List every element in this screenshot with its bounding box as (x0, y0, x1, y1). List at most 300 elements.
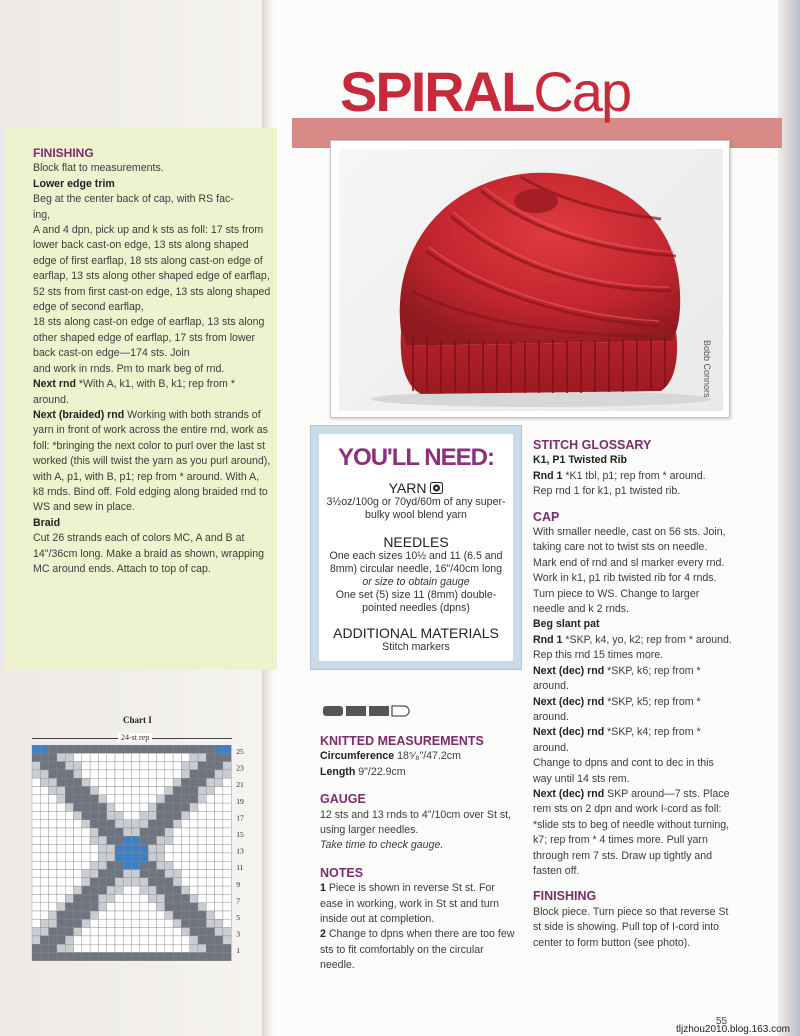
chart-cell (198, 944, 206, 952)
chart-cell (107, 853, 115, 861)
chart-cell (40, 878, 48, 886)
chart-cell (90, 745, 98, 753)
chart-cell (98, 753, 106, 761)
chart-cell (90, 787, 98, 795)
note-2 (320, 927, 520, 973)
chart-cell (198, 811, 206, 819)
chart-cell (157, 903, 165, 911)
chart-cell (32, 795, 40, 803)
braided-rnd-label: Next (braided) rnd (33, 408, 125, 421)
chart-cell (132, 828, 140, 836)
chart-cell (98, 820, 106, 828)
chart-cell (198, 778, 206, 786)
needles-text2: or size to obtain gauge (362, 576, 470, 588)
chart-cell (98, 928, 106, 936)
chart-cell (90, 853, 98, 861)
chart-cell (40, 953, 48, 961)
chart-cell (132, 762, 140, 770)
chart-cell (65, 820, 73, 828)
glossary-rnd1-label: Rnd 1 (533, 469, 563, 482)
chart-cell (98, 919, 106, 927)
chart-cell (40, 894, 48, 902)
note-1-text: Piece is shown in reverse St st. For ease in working, work in St st and turn inside out at completion. (320, 882, 500, 926)
chart-cell (57, 845, 65, 853)
chart-cell (165, 828, 173, 836)
chart-cell (49, 770, 57, 778)
chart-cell (65, 811, 73, 819)
chart-cell (82, 770, 90, 778)
chart-cell (206, 836, 214, 844)
chart-cell (115, 861, 123, 869)
dec-rnd-4 (533, 787, 733, 879)
chart-cell (173, 811, 181, 819)
chart-cell (190, 936, 198, 944)
chart-cell (140, 919, 148, 927)
chart-cell (165, 811, 173, 819)
chart-cell (82, 944, 90, 952)
chart-cell (107, 919, 115, 927)
chart-cell (223, 845, 231, 853)
skill-level-icon (322, 704, 414, 718)
chart-cell (82, 795, 90, 803)
chart-cell (148, 828, 156, 836)
chart-1 (28, 715, 268, 985)
chart-cell (98, 803, 106, 811)
finishing-sidebar (5, 128, 277, 670)
chart-cell (132, 903, 140, 911)
chart-cell (215, 919, 223, 927)
chart-row-label: 11 (236, 863, 244, 873)
chart-cell (90, 811, 98, 819)
chart-cell (181, 745, 189, 753)
chart-cell (57, 953, 65, 961)
chart-cell (115, 803, 123, 811)
chart-cell (132, 861, 140, 869)
chart-cell (173, 770, 181, 778)
chart-cell (123, 878, 131, 886)
chart-cell (49, 795, 57, 803)
chart-cell (148, 770, 156, 778)
dec-rnd-3-label: Next (dec) rnd (533, 726, 605, 739)
chart-cell (223, 886, 231, 894)
chart-cell (74, 903, 82, 911)
chart-cell (40, 787, 48, 795)
chart-cell (132, 953, 140, 961)
cap-photo (330, 140, 730, 418)
chart-cell (198, 953, 206, 961)
chart-cell (57, 820, 65, 828)
chart-cell (74, 795, 82, 803)
chart-cell (90, 944, 98, 952)
chart-cell (57, 894, 65, 902)
chart-cell (32, 820, 40, 828)
chart-cell (107, 928, 115, 936)
braid-heading: Braid (33, 516, 61, 529)
chart-cell (173, 861, 181, 869)
chart-cell (98, 828, 106, 836)
chart-cell (57, 778, 65, 786)
chart-cell (65, 903, 73, 911)
chart-cell (107, 803, 115, 811)
notes-heading: NOTES (320, 865, 364, 880)
chart-cell (206, 944, 214, 952)
chart-cell (148, 820, 156, 828)
chart-cell (181, 836, 189, 844)
chart-cell (123, 828, 131, 836)
chart-cell (198, 911, 206, 919)
chart-cell (98, 770, 106, 778)
chart-cell (57, 936, 65, 944)
chart-cell (157, 745, 165, 753)
chart-cell (123, 886, 131, 894)
chart-cell (107, 878, 115, 886)
chart-cell (57, 853, 65, 861)
chart-cell (98, 836, 106, 844)
chart-grid (28, 745, 268, 990)
additional-heading: ADDITIONAL MATERIALS (333, 625, 499, 641)
chart-cell (140, 820, 148, 828)
chart-cell (49, 936, 57, 944)
chart-cell (215, 811, 223, 819)
chart-cell (157, 894, 165, 902)
chart-cell (198, 903, 206, 911)
chart-cell (132, 928, 140, 936)
chart-cell (140, 944, 148, 952)
chart-cell (181, 919, 189, 927)
chart-row-label: 9 (236, 879, 240, 889)
chart-cell (107, 820, 115, 828)
note-2-number: 2 (320, 928, 326, 941)
chart-cell (107, 886, 115, 894)
chart-cell (190, 753, 198, 761)
chart-cell (65, 778, 73, 786)
chart-cell (206, 762, 214, 770)
chart-cell (107, 936, 115, 944)
gauge-text: 12 sts and 13 rnds to 4"/10cm over St st, using larger needles. (320, 808, 512, 837)
chart-cell (181, 870, 189, 878)
chart-cell (40, 928, 48, 936)
chart-cell (65, 894, 73, 902)
chart-cell (65, 828, 73, 836)
chart-cell (90, 820, 98, 828)
gauge-note: Take time to check gauge. (320, 839, 444, 852)
page-edge (778, 0, 800, 1036)
chart-cell (115, 753, 123, 761)
chart-cell (206, 811, 214, 819)
chart-cell (107, 811, 115, 819)
chart-cell (115, 903, 123, 911)
chart-cell (82, 745, 90, 753)
lower-edge-line1: Beg at the center back of cap, with RS fac- (33, 193, 234, 206)
chart-cell (157, 762, 165, 770)
chart-cell (49, 919, 57, 927)
chart-cell (181, 894, 189, 902)
chart-cell (123, 870, 131, 878)
chart-cell (173, 911, 181, 919)
chart-cell (57, 745, 65, 753)
chart-cell (165, 770, 173, 778)
chart-cell (115, 911, 123, 919)
length-line (320, 765, 520, 780)
chart-cell (40, 745, 48, 753)
chart-cell (181, 762, 189, 770)
chart-cell (190, 836, 198, 844)
chart-cell (215, 803, 223, 811)
chart-cell (223, 762, 231, 770)
chart-cell (181, 753, 189, 761)
chart-cell (115, 836, 123, 844)
chart-cell (74, 770, 82, 778)
chart-cell (157, 828, 165, 836)
chart-cell (215, 928, 223, 936)
chart-cell (173, 853, 181, 861)
chart-cell (140, 870, 148, 878)
yarn-heading-text: YARN (388, 480, 427, 496)
chart-cell (140, 953, 148, 961)
chart-cell (148, 787, 156, 795)
chart-cell (82, 878, 90, 886)
chart-cell (82, 861, 90, 869)
chart-cell (206, 795, 214, 803)
chart-cell (132, 787, 140, 795)
chart-cell (132, 878, 140, 886)
slant-rnd1-label: Rnd 1 (533, 633, 563, 646)
chart-cell (123, 762, 131, 770)
yarn-heading (319, 480, 513, 496)
chart-cell (206, 928, 214, 936)
title-word-spiral: SPIRAL (340, 60, 534, 123)
dec-rnd-2 (533, 695, 733, 726)
chart-cell (198, 878, 206, 886)
chart-cell (107, 903, 115, 911)
chart-cell (107, 828, 115, 836)
chart-cell (123, 928, 131, 936)
chart-cell (148, 953, 156, 961)
chart-cell (90, 803, 98, 811)
chart-cell (132, 870, 140, 878)
chart-cell (32, 878, 40, 886)
chart-cell (165, 870, 173, 878)
chart-cell (215, 870, 223, 878)
chart-cell (157, 928, 165, 936)
chart-cell (65, 953, 73, 961)
rep-label: 24-st rep (118, 733, 152, 742)
chart-cell (107, 770, 115, 778)
chart-cell (165, 911, 173, 919)
chart-cell (181, 944, 189, 952)
chart-cell (40, 919, 48, 927)
chart-cell (115, 787, 123, 795)
need-title: YOU'LL NEED: (338, 444, 494, 471)
chart-cell (132, 795, 140, 803)
chart-cell (90, 778, 98, 786)
chart-cell (223, 903, 231, 911)
chart-cell (215, 911, 223, 919)
chart-cell (82, 953, 90, 961)
chart-cell (165, 953, 173, 961)
chart-cell (65, 803, 73, 811)
chart-cell (198, 845, 206, 853)
chart-cell (206, 853, 214, 861)
chart-cell (40, 845, 48, 853)
chart-cell (90, 845, 98, 853)
chart-cell (148, 894, 156, 902)
chart-cell (173, 894, 181, 902)
chart-cell (74, 919, 82, 927)
braid-text: Cut 26 strands each of colors MC, A and B at 14"/36cm long. Make a braid as shown, wrapping MC around ends. Attach to top of cap. (33, 532, 265, 575)
chart-cell (32, 836, 40, 844)
chart-cell (190, 919, 198, 927)
chart-cell (148, 936, 156, 944)
chart-cell (82, 919, 90, 927)
chart-cell (140, 745, 148, 753)
chart-cell (65, 944, 73, 952)
chart-row-label: 23 (236, 763, 244, 773)
photo-credit: Bobb Connors (702, 340, 712, 398)
length-label: Length (320, 765, 356, 778)
chart-cell (57, 861, 65, 869)
chart-cell (223, 811, 231, 819)
chart-cell (65, 845, 73, 853)
chart-cell (32, 886, 40, 894)
note-1 (320, 881, 520, 927)
circumference-label: Circumference (320, 750, 395, 763)
chart-cell (82, 828, 90, 836)
lower-edge-line2: ing, (33, 208, 51, 221)
chart-cell (98, 944, 106, 952)
chart-cell (140, 936, 148, 944)
chart-cell (140, 803, 148, 811)
chart-cell (190, 811, 198, 819)
chart-cell (40, 861, 48, 869)
chart-cell (107, 795, 115, 803)
cap-text: With smaller needle, cast on 56 sts. Join, taking care not to twist sts on needle. Mark end of rnd and sl marker every rnd. Work in k1, p1 rib twisted rib for 4 rnds. Turn piece to WS. Change to larger needle and k 2 rnds. (533, 526, 726, 616)
chart-cell (165, 820, 173, 828)
circumference-value: 18⁵⁄₈"/47.2cm (394, 750, 461, 763)
chart-cell (132, 753, 140, 761)
chart-cell (148, 886, 156, 894)
chart-cell (82, 787, 90, 795)
glossary-rnd1-text: *K1 tbl, p1; rep from * around. (562, 469, 706, 482)
chart-cell (223, 787, 231, 795)
chart-cell (181, 795, 189, 803)
braided-rnd-text: Working with both strands of yarn in front of work across the entire rnd, work as foll: *bringing the next color to purl over the last st worked (this will twist the yarn as you purl around), with A, p1, with B, p1; rep from * around. With A, k8 rnds. Bind off. Fold edging along braided rnd to WS and sew in place. (33, 408, 271, 514)
chart-cell (65, 787, 73, 795)
chart-cell (107, 911, 115, 919)
chart-cell (165, 944, 173, 952)
chart-cell (215, 753, 223, 761)
chart-cell (40, 836, 48, 844)
chart-cell (157, 787, 165, 795)
chart-cell (74, 870, 82, 878)
chart-cell (190, 953, 198, 961)
chart-cell (157, 911, 165, 919)
chart-cell (32, 787, 40, 795)
chart-cell (115, 894, 123, 902)
chart-cell (115, 845, 123, 853)
chart-cell (206, 820, 214, 828)
lower-edge-heading: Lower edge trim (33, 177, 115, 190)
chart-cell (57, 944, 65, 952)
chart-cell (140, 886, 148, 894)
chart-cell (49, 853, 57, 861)
chart-cell (223, 953, 231, 961)
chart-cell (49, 953, 57, 961)
chart-cell (74, 828, 82, 836)
chart-cell (98, 953, 106, 961)
chart-cell (198, 745, 206, 753)
chart-cell (115, 828, 123, 836)
chart-cell (206, 770, 214, 778)
chart-cell (181, 845, 189, 853)
chart-cell (215, 953, 223, 961)
chart-cell (223, 770, 231, 778)
chart-cell (98, 762, 106, 770)
chart-cell (198, 853, 206, 861)
chart-cell (123, 936, 131, 944)
chart-cell (206, 828, 214, 836)
chart-cell (49, 745, 57, 753)
chart-cell (165, 936, 173, 944)
chart-cell (82, 853, 90, 861)
chart-cell (98, 745, 106, 753)
chart-cell (223, 944, 231, 952)
chart-cell (181, 787, 189, 795)
chart-cell (90, 894, 98, 902)
chart-cell (165, 928, 173, 936)
chart-cell (173, 787, 181, 795)
chart-cell (140, 778, 148, 786)
glossary-heading: STITCH GLOSSARY (533, 438, 652, 452)
chart-cell (132, 770, 140, 778)
chart-title: Chart I (123, 715, 152, 725)
chart-cell (74, 911, 82, 919)
chart-cell (57, 903, 65, 911)
chart-cell (132, 894, 140, 902)
chart-cell (57, 911, 65, 919)
chart-cell (173, 953, 181, 961)
chart-row-label: 13 (236, 846, 244, 856)
chart-cell (165, 787, 173, 795)
chart-cell (32, 903, 40, 911)
chart-cell (32, 845, 40, 853)
chart-cell (115, 936, 123, 944)
circumference-line (320, 749, 520, 764)
page-number: 55 (716, 1016, 728, 1027)
chart-cell (115, 778, 123, 786)
chart-cell (98, 795, 106, 803)
chart-cell (165, 836, 173, 844)
chart-cell (32, 762, 40, 770)
chart-cell (215, 845, 223, 853)
chart-cell (140, 787, 148, 795)
chart-cell (173, 778, 181, 786)
chart-cell (165, 886, 173, 894)
chart-cell (181, 903, 189, 911)
chart-cell (123, 853, 131, 861)
chart-cell (181, 770, 189, 778)
chart-cell (132, 944, 140, 952)
chart-cell (90, 878, 98, 886)
chart-cell (190, 944, 198, 952)
skein-6-icon (430, 482, 443, 494)
chart-cell (57, 803, 65, 811)
chart-cell (190, 853, 198, 861)
chart-cell (181, 861, 189, 869)
chart-cell (65, 878, 73, 886)
next-rnd-text: *With A, k1, with B, k1; rep from * around. (33, 378, 235, 406)
chart-cell (123, 911, 131, 919)
